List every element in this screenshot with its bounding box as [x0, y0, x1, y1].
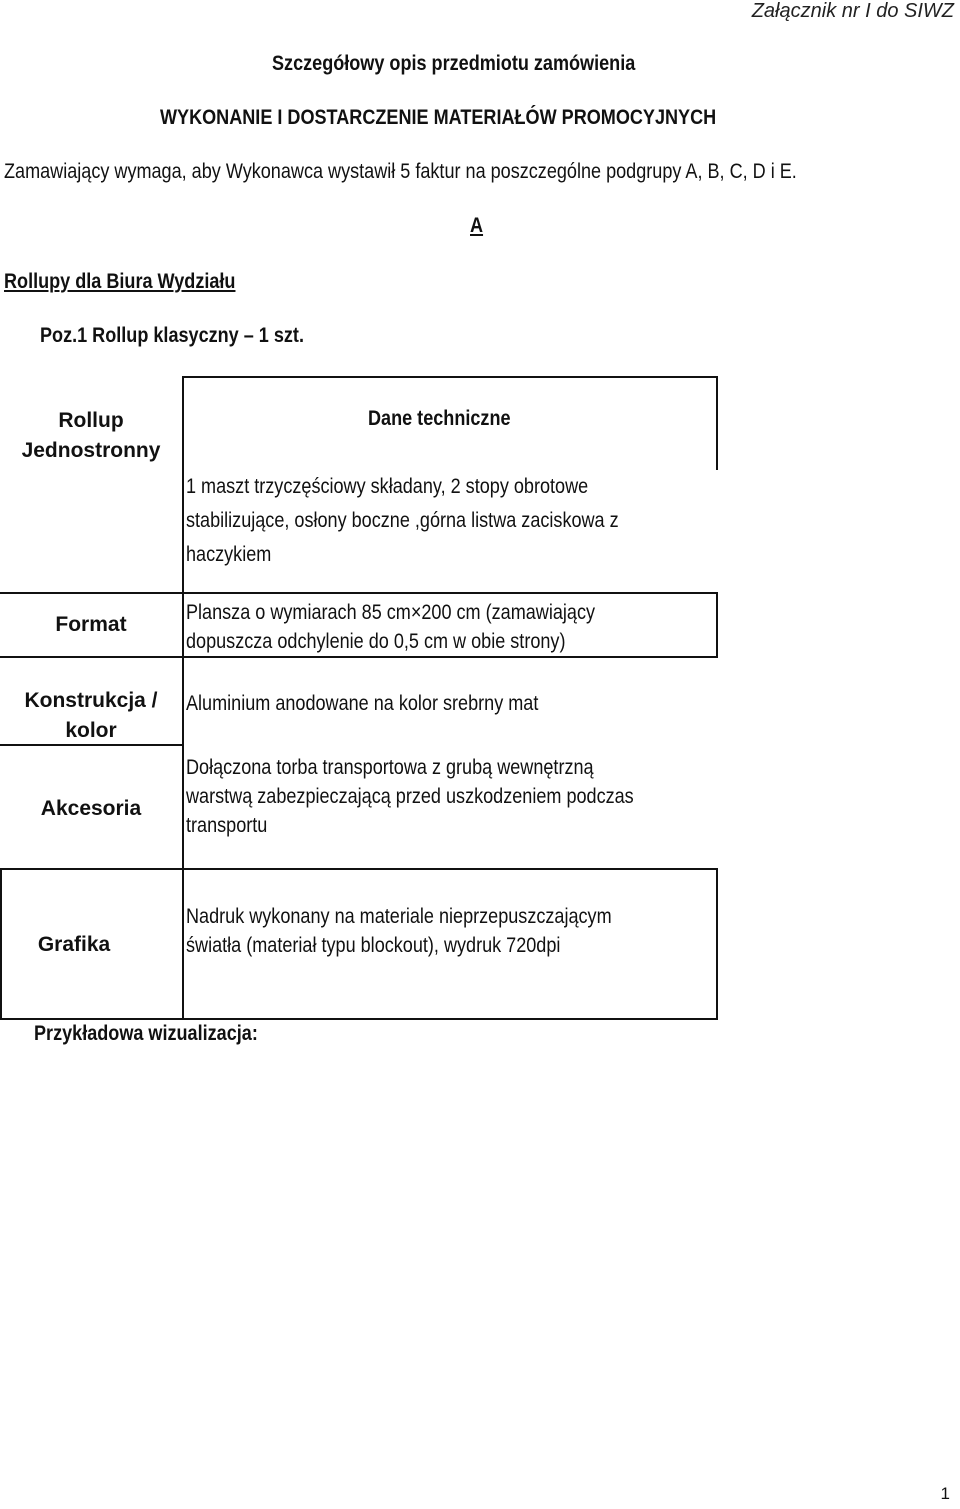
annex-label: Załącznik nr I do SIWZ: [751, 0, 954, 22]
table-border: [182, 376, 718, 378]
text-line: stabilizujące, osłony boczne ,górna listwa zaciskowa z: [186, 509, 619, 532]
table-divider: [182, 376, 184, 1020]
text-line: Plansza o wymiarach 85 cm×200 cm (zamawiający: [186, 601, 596, 624]
visualization-heading: Przykładowa wizualizacja:: [34, 1022, 258, 1045]
format-description: [186, 598, 595, 656]
text-line: 1 maszt trzyczęściowy składany, 2 stopy obrotowe: [186, 475, 589, 498]
document-title: Szczegółowy opis przedmiotu zamówienia: [272, 52, 636, 75]
page-number: 1: [940, 1484, 950, 1503]
header-label-rollup: [0, 406, 182, 466]
graphics-label: Grafika: [37, 933, 111, 956]
text-line: transportu: [186, 814, 268, 837]
accessories-label: Akcesoria: [40, 797, 142, 820]
format-label: Format: [55, 613, 127, 636]
label-line: kolor: [65, 719, 117, 742]
text-line: Dołączona torba transportowa z grubą wewnętrzną: [186, 756, 594, 779]
table-border: [716, 376, 718, 470]
document-subtitle: WYKONANIE I DOSTARCZENIE MATERIAŁÓW PROMOCYJNYCH: [160, 106, 717, 129]
table-border: [716, 868, 718, 1020]
text-line: światła (materiał typu blockout), wydruk 720dpi: [186, 934, 561, 957]
header-label-line: Jednostronny: [21, 439, 161, 462]
text-line: haczykiem: [186, 543, 272, 566]
construction-description: [186, 470, 619, 572]
table-rule: [0, 592, 718, 594]
text-line: dopuszcza odchylenie do 0,5 cm w obie strony): [186, 630, 566, 653]
table-rule: [0, 868, 718, 870]
accessories-description: [186, 753, 634, 840]
intro-paragraph: Zamawiający wymaga, aby Wykonawca wystawił 5 faktur na poszczególne podgrupy A, B, C, D i E.: [4, 160, 797, 183]
text-line: Nadruk wykonany na materiale nieprzepuszczającym: [186, 905, 612, 928]
label-line: Konstrukcja /: [24, 689, 158, 712]
graphics-description: [186, 902, 612, 960]
position-heading: Poz.1 Rollup klasyczny – 1 szt.: [40, 324, 304, 347]
section-heading: A: [470, 214, 484, 237]
text-line: warstwą zabezpieczającą przed uszkodzeniem podczas: [186, 785, 634, 808]
header-label-line: Rollup: [58, 409, 124, 432]
table-border: [0, 1018, 718, 1020]
color-description: Aluminium anodowane na kolor srebrny mat: [186, 692, 539, 715]
construction-color-label: [0, 686, 182, 746]
header-technical-data: Dane techniczne: [368, 407, 511, 430]
group-heading: Rollupy dla Biura Wydziału: [4, 270, 236, 293]
table-border: [716, 592, 718, 658]
table-rule: [0, 656, 718, 658]
